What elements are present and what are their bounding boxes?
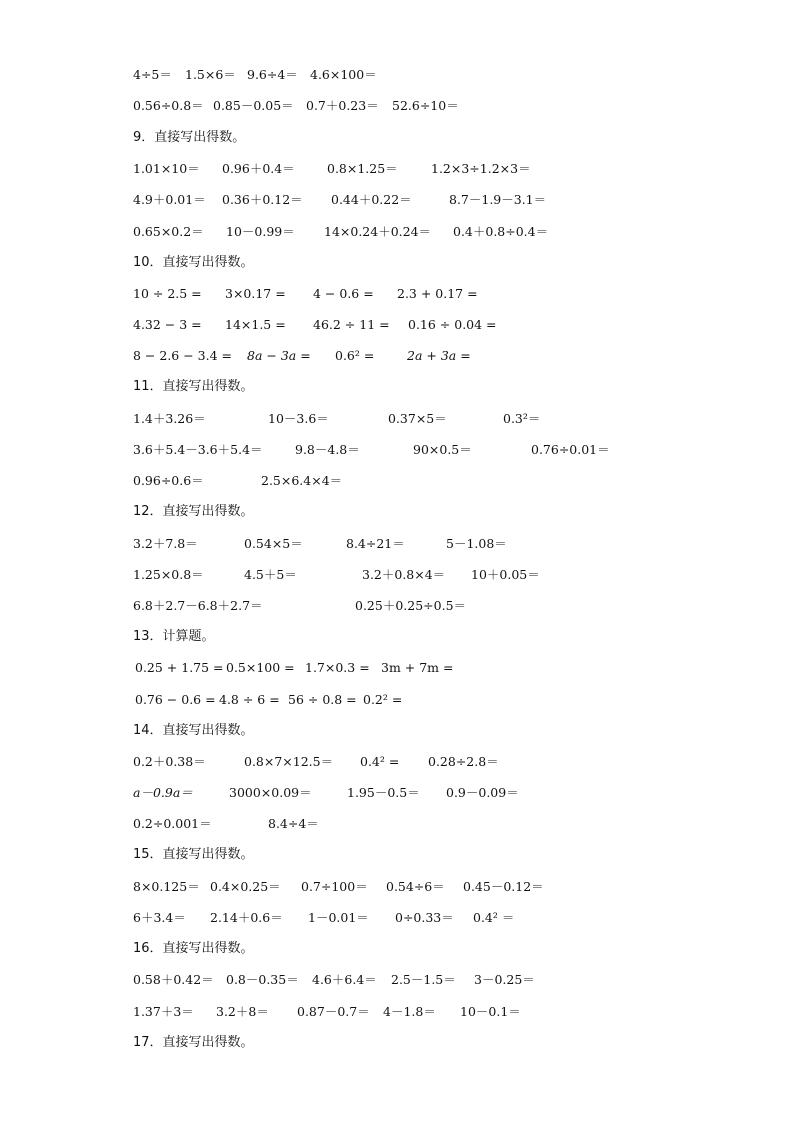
problem: 0.4×0.25＝: [210, 879, 281, 894]
problem: 3.6＋5.4－3.6＋5.4＝: [133, 442, 263, 457]
problem: 0.65×0.2＝: [133, 224, 204, 239]
problem: 8.4÷21＝: [346, 536, 405, 551]
problem: 4.6×100＝: [310, 67, 377, 82]
problem-row: [0, 814, 794, 834]
problem: 3－0.25＝: [474, 972, 535, 987]
problem: 1－0.01＝: [308, 910, 369, 925]
problem: 4.8 ÷ 6 =: [219, 692, 280, 707]
problem: 52.6÷10＝: [392, 98, 459, 113]
problem: 2a + 3a =: [407, 348, 471, 363]
problem: 1.5×6＝: [185, 67, 236, 82]
problem-row: [0, 65, 794, 85]
problem: 0.87－0.7＝: [297, 1004, 370, 1019]
problem-row: [0, 658, 794, 678]
problem: 2.14＋0.6＝: [210, 910, 283, 925]
problem-row: [0, 315, 794, 335]
problem: 10－0.1＝: [460, 1004, 521, 1019]
problem-row: [0, 752, 794, 772]
problem: 3.2＋0.8×4＝: [362, 567, 446, 582]
problem: 8.7－1.9－3.1＝: [449, 192, 547, 207]
problem: 14×0.24＋0.24＝: [324, 224, 432, 239]
problem: 0.58＋0.42＝: [133, 972, 214, 987]
problem: 0.4＋0.8÷0.4＝: [453, 224, 549, 239]
problem: 1.95－0.5＝: [347, 785, 420, 800]
problem-row: [0, 190, 794, 210]
problem-row: [0, 1002, 794, 1022]
problem: 8×0.125＝: [133, 879, 200, 894]
problem-row: [0, 908, 794, 928]
section-heading: 15．直接写出得数。: [133, 847, 254, 862]
section-heading: 10．直接写出得数。: [133, 255, 254, 270]
problem: 0.7＋0.23＝: [306, 98, 379, 113]
problem: 1.7×0.3 =: [305, 660, 370, 675]
problem-row: [0, 534, 794, 554]
problem: 1.2×3÷1.2×3＝: [431, 161, 531, 176]
problem: 8.4÷4＝: [268, 816, 319, 831]
section-heading: 9．直接写出得数。: [133, 130, 246, 145]
problem-row: [0, 159, 794, 179]
problem: 0.2² =: [363, 692, 403, 707]
problem: 0.37×5＝: [388, 411, 447, 426]
problem: 0.54÷6＝: [386, 879, 445, 894]
problem: 0÷0.33＝: [395, 910, 454, 925]
problem: 4 − 0.6 =: [313, 286, 374, 301]
problem: 0.2÷0.001＝: [133, 816, 212, 831]
problem: 0.54×5＝: [244, 536, 303, 551]
problem: 1.01×10＝: [133, 161, 200, 176]
problem: 10 ÷ 2.5 =: [133, 286, 202, 301]
problem: 4.6＋6.4＝: [312, 972, 377, 987]
section-heading: 17．直接写出得数。: [133, 1035, 254, 1050]
problem: 0.44＋0.22＝: [331, 192, 412, 207]
problem: 0.45－0.12＝: [463, 879, 544, 894]
problem: 0.76÷0.01＝: [531, 442, 610, 457]
problem: 0.2＋0.38＝: [133, 754, 206, 769]
problem: 4－1.8＝: [383, 1004, 436, 1019]
problem-row: [0, 596, 794, 616]
problem-row: [0, 783, 794, 803]
problem: 8a − 3a =: [247, 348, 311, 363]
section-heading: 11．直接写出得数。: [133, 379, 254, 394]
problem: 0.8×1.25＝: [327, 161, 398, 176]
problem-row: [0, 877, 794, 897]
problem: 4÷5＝: [133, 67, 172, 82]
section-heading: 12．直接写出得数。: [133, 504, 254, 519]
problem: 10＋0.05＝: [471, 567, 540, 582]
problem-row: [0, 565, 794, 585]
problem-row: [0, 284, 794, 304]
problem: 3×0.17 =: [225, 286, 286, 301]
problem: 3.2＋8＝: [216, 1004, 269, 1019]
problem: 2.5×6.4×4＝: [261, 473, 343, 488]
problem: 3.2＋7.8＝: [133, 536, 198, 551]
problem: 0.8×7×12.5＝: [244, 754, 334, 769]
problem: 0.96＋0.4＝: [222, 161, 295, 176]
problem: 3000×0.09＝: [229, 785, 312, 800]
problem: 0.25 + 1.75 =: [135, 660, 224, 675]
problem: 3m + 7m =: [381, 660, 454, 675]
problem: 0.28÷2.8＝: [428, 754, 499, 769]
problem-row: [0, 970, 794, 990]
problem: 0.85－0.05＝: [213, 98, 294, 113]
section-heading: 13．计算题。: [133, 629, 215, 644]
problem: 0.4² ＝: [473, 910, 515, 925]
problem: 5－1.08＝: [446, 536, 507, 551]
problem: 4.9＋0.01＝: [133, 192, 206, 207]
problem-row: [0, 96, 794, 116]
problem: 0.25＋0.25÷0.5＝: [355, 598, 467, 613]
problem: 90×0.5＝: [413, 442, 472, 457]
problem: a－0.9a＝: [133, 785, 193, 800]
problem: 9.6÷4＝: [247, 67, 298, 82]
problem: 4.32 − 3 =: [133, 317, 202, 332]
problem: 0.76 − 0.6 =: [135, 692, 216, 707]
problem: 0.56÷0.8＝: [133, 98, 204, 113]
problem-row: [0, 346, 794, 366]
problem: 6.8＋2.7－6.8＋2.7＝: [133, 598, 263, 613]
problem: 0.16 ÷ 0.04 =: [408, 317, 497, 332]
section-heading: 14．直接写出得数。: [133, 723, 254, 738]
problem: 2.3 + 0.17 =: [397, 286, 478, 301]
problem-row: [0, 471, 794, 491]
problem: 10－0.99＝: [226, 224, 295, 239]
problem: 4.5＋5＝: [244, 567, 297, 582]
problem: 8 − 2.6 − 3.4 =: [133, 348, 232, 363]
problem: 0.96÷0.6＝: [133, 473, 204, 488]
problem: 0.4² =: [360, 754, 400, 769]
problem: 0.5×100 =: [226, 660, 295, 675]
problem: 0.9－0.09＝: [446, 785, 519, 800]
section-heading: 16．直接写出得数。: [133, 941, 254, 956]
problem: 0.8－0.35＝: [226, 972, 299, 987]
problem: 1.4＋3.26＝: [133, 411, 206, 426]
problem: 14×1.5 =: [225, 317, 286, 332]
problem-row: [0, 409, 794, 429]
problem: 56 ÷ 0.8 =: [288, 692, 357, 707]
problem: 0.6² =: [335, 348, 375, 363]
problem-row: [0, 440, 794, 460]
problem-row: [0, 222, 794, 242]
problem: 1.25×0.8＝: [133, 567, 204, 582]
problem: 2.5－1.5＝: [391, 972, 456, 987]
problem: 0.7÷100＝: [301, 879, 368, 894]
problem: 9.8－4.8＝: [295, 442, 360, 457]
problem: 46.2 ÷ 11 =: [313, 317, 390, 332]
problem: 1.37＋3＝: [133, 1004, 194, 1019]
problem: 10－3.6＝: [268, 411, 329, 426]
problem: 0.36＋0.12＝: [222, 192, 303, 207]
problem-row: [0, 690, 794, 710]
problem: 6＋3.4＝: [133, 910, 186, 925]
problem: 0.3²＝: [503, 411, 541, 426]
